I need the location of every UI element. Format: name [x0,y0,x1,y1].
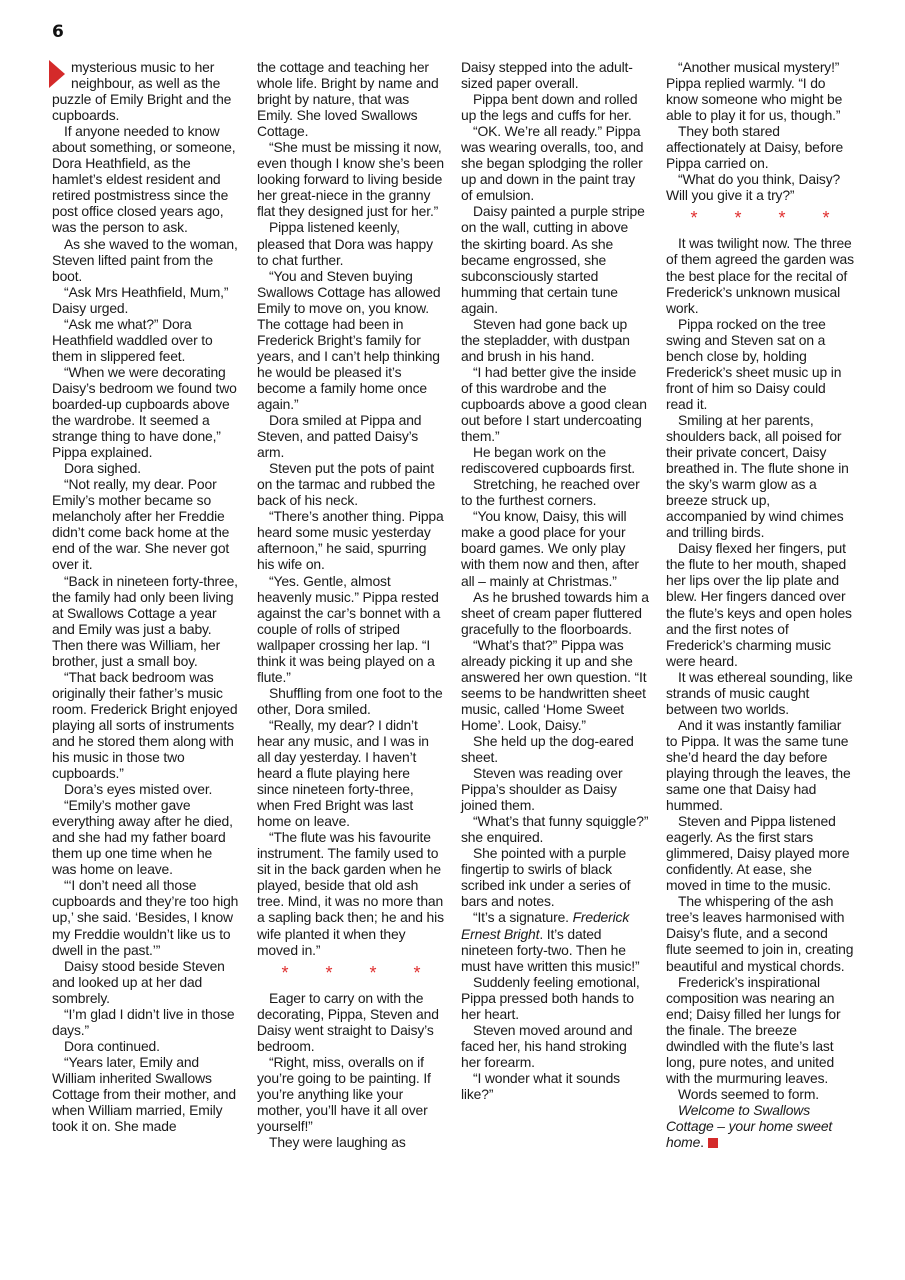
paragraph: “That back bedroom was originally their father’s music room. Frederick Bright enjoyed playing all sorts of instruments and he stored them along with his music in those two cupboards.” [52,668,238,782]
paragraph: Steven was reading over Pippa’s shoulder as Daisy joined them. [461,765,623,814]
paragraph: “Emily’s mother gave everything away after he died, and she had my father board them up one time when he was home on leave. [52,797,233,878]
closing-line: Welcome to Swallows Cottage – your home sweet home. [666,1101,833,1151]
paragraph: Steven had gone back up the stepladder, with dustpan and brush in his hand. [461,315,630,364]
paragraph: Steven put the pots of paint on the tarmac and rubbed the back of his neck. [257,460,436,509]
paragraph: The whispering of the ash tree’s leaves harmonised with Daisy’s flute, and a second flute seemed to join in, creating beautiful and mystical chords. [666,893,854,974]
paragraph: “She must be missing it now, even though I know she’s been looking forward to living beside her great-niece in the granny flat they designed just for her.” [257,139,444,220]
paragraph: mysterious music to her neighbour, as well as the puzzle of Emily Bright and the cupboards. [52,59,240,123]
paragraph: It was twilight now. The three of them agreed the garden was the best place for the recital of Frederick’s unknown musical work. [666,235,854,316]
paragraph: Pippa listened keenly, pleased that Dora was happy to chat further. [257,219,433,268]
paragraph: Steven and Pippa listened eagerly. As the first stars glimmered, Daisy played more confidently. At ease, she moved in time to the music. [666,813,850,894]
paragraph: “Not really, my dear. Poor Emily’s mother became so melancholy after her Freddie didn’t come back home at the end of the war. She never got over it. [52,476,230,573]
paragraph: “Another musical mystery!” Pippa replied warmly. “I do know someone who might be able to play it for us, though.” [666,59,843,124]
paragraph: Dora sighed. [64,460,141,477]
paragraph: If anyone needed to know about something, or someone, Dora Heathfield, as the hamlet’s eldest resident and retired postmistress since the post office closed years ago, was the person to ask. [52,123,236,236]
paragraph: Pippa bent down and rolled up the legs and cuffs for her. [461,91,638,124]
paragraph: They both stared affectionately at Daisy, before Pippa carried on. [666,123,844,172]
paragraph: “Back in nineteen forty-three, the family had only been living at Swallows Cottage a year and Emily was just a baby. Then there was William, her brother, just a small boy. [52,572,238,669]
paragraph: Daisy painted a purple stripe on the wall, cutting in above the skirting board. As she became engrossed, she subconsciously started humming that certain tune again. [461,203,645,316]
paragraph: Daisy flexed her fingers, put the flute to her mouth, shaped her lips over the lip plate and blew. Her fingers danced over the flute’s keys and open holes and the first notes of Frederick’s charming music were heard. [666,540,852,669]
text-column-1 [52,59,240,1134]
paragraph: Daisy stepped into the adult-sized paper overall. [461,59,633,92]
paragraph: “Years later, Emily and William inherited Swallows Cottage from their mother, and when William married, Emily took it on. She made [52,1053,236,1135]
paragraph: Smiling at her parents, shoulders back, all poised for their private concert, Daisy breathed in. The flute shone in the sky’s warm glow as a breeze struck up, accompanied by wind chimes and trilling birds. [666,411,849,541]
text-column-3 [461,59,649,1102]
paragraph: Words seemed to form. [678,1085,819,1102]
paragraph: She held up the dog-eared sheet. [461,732,634,766]
text-column-2 [257,59,445,1150]
paragraph: He began work on the rediscovered cupboards first. [461,444,635,477]
paragraph: “What do you think, Daisy? Will you give it a try?” [666,171,841,204]
paragraph: “Really, my dear? I didn’t hear any music, and I was in all day yesterday. I haven’t heard a flute playing here since nineteen forty-three, when Fred Bright was last home on leave. [257,716,429,830]
paragraph: Dora continued. [64,1037,160,1054]
paragraph: Dora’s eyes misted over. [64,781,213,798]
end-of-story-square-icon [708,1138,718,1148]
paragraph: Eager to carry on with the decorating, Pippa, Steven and Daisy went straight to Daisy’s bedroom. [257,989,439,1054]
paragraph: “The flute was his favourite instrument. The family used to sit in the back garden when he played, beside that old ash tree. Mind, it was no more than a sapling back then; he and his wife planted it when they moved in.” [257,829,444,958]
paragraph: “Right, miss, overalls on if you’re going to be painting. If you’re anything like your mother, you’ll have it all over yourself!” [257,1053,431,1134]
paragraph: “I wonder what it sounds like?” [461,1069,620,1102]
paragraph: Pippa rocked on the tree swing and Steven sat on a bench close by, holding Frederick’s sheet music up in front of him so Daisy could read it. [666,315,842,412]
page-number: 6 [52,22,64,42]
paragraph: And it was instantly familiar to Pippa. It was the same tune she’d heard the day before playing through the leaves, the same one that Daisy had hummed. [666,716,851,814]
signature-name: Frederick Ernest Bright [461,909,630,942]
paragraph: “When we were decorating Daisy’s bedroom we found two boarded-up cupboards above the wardrobe. It seemed a strange thing to have done,” Pippa explained. [52,363,237,461]
paragraph: Daisy stood beside Steven and looked up at her dad sombrely. [52,957,225,1006]
paragraph: Suddenly feeling emotional, Pippa pressed both hands to her heart. [461,973,640,1022]
paragraph: “OK. We’re all ready.” Pippa was wearing overalls, too, and she began splodging the roller up and down in the paint tray of emulsion. [461,123,644,204]
paragraph: It was ethereal sounding, like strands of music caught between two worlds. [666,668,853,717]
paragraph: the cottage and teaching her whole life. Bright by name and bright by nature, that was Emily. She loved Swallows Cottage. [257,59,439,140]
section-break-stars: * * * * [281,962,437,983]
paragraph: Dora smiled at Pippa and Steven, and patted Daisy’s arm. [257,412,422,461]
section-break-stars: * * * * [690,208,846,229]
text-column-4 [666,59,854,1150]
paragraph: “I had better give the inside of this wardrobe and the cupboards above a good clean out before I start undercoating them.” [461,363,647,445]
paragraph: As she waved to the woman, Steven lifted paint from the boot. [52,235,238,284]
paragraph: “Ask Mrs Heathfield, Mum,” Daisy urged. [52,283,229,316]
paragraph: Frederick’s inspirational composition was nearing an end; Daisy filled her lungs for the finale. The breeze dwindled with the flute’s last long, pure notes, and united with the murmuring leaves. [666,973,841,1086]
paragraph: “There’s another thing. Pippa heard some music yesterday afternoon,” he said, spurring his wife on. [257,508,444,573]
paragraph: They were laughing as [269,1134,406,1151]
paragraph: “What’s that?” Pippa was already picking it up and she answered her own question. “It seems to be handwritten sheet music, called ‘Home Sweet Home’. Look, Daisy.” [461,636,647,733]
paragraph: As he brushed towards him a sheet of cream paper fluttered gracefully to the floorboards. [461,588,649,637]
continuation-arrow-icon [49,60,65,88]
paragraph: “You know, Daisy, this will make a good place for your board games. We only play with them now and then, after all – mainly at Christmas.” [461,508,639,589]
paragraph: “Yes. Gentle, almost heavenly music.” Pippa rested against the car’s bonnet with a couple of rolls of striped wallpaper crossing her lap. “I think it was being played on a flute.” [257,572,441,685]
paragraph: “What’s that funny squiggle?” she enquired. [461,813,649,846]
paragraph: She pointed with a purple fingertip to swirls of black scribed ink under a series of bars and notes. [461,845,631,910]
paragraph: “I’m glad I didn’t live in those days.” [52,1005,235,1038]
paragraph: Shuffling from one foot to the other, Dora smiled. [257,684,443,717]
paragraph: Steven moved around and faced her, his hand stroking her forearm. [461,1021,633,1070]
paragraph: “It’s a signature. Frederick Ernest Bright. It’s dated nineteen forty-two. Then he must have written this music!” [461,909,640,974]
paragraph: Stretching, he reached over to the furthest corners. [461,476,640,509]
paragraph: “Ask me what?” Dora Heathfield waddled over to them in slippered feet. [52,315,213,364]
paragraph: “You and Steven buying Swallows Cottage has allowed Emily to move on, you know. The cottage had been in Frederick Bright’s family for years, and I can’t help thinking he would be pleased it’s become a family home once again.” [257,267,441,412]
paragraph: “‘I don’t need all those cupboards and they’re too high up,’ she said. ‘Besides, I know my Freddie wouldn’t like us to dwell in the past.’” [52,877,239,958]
